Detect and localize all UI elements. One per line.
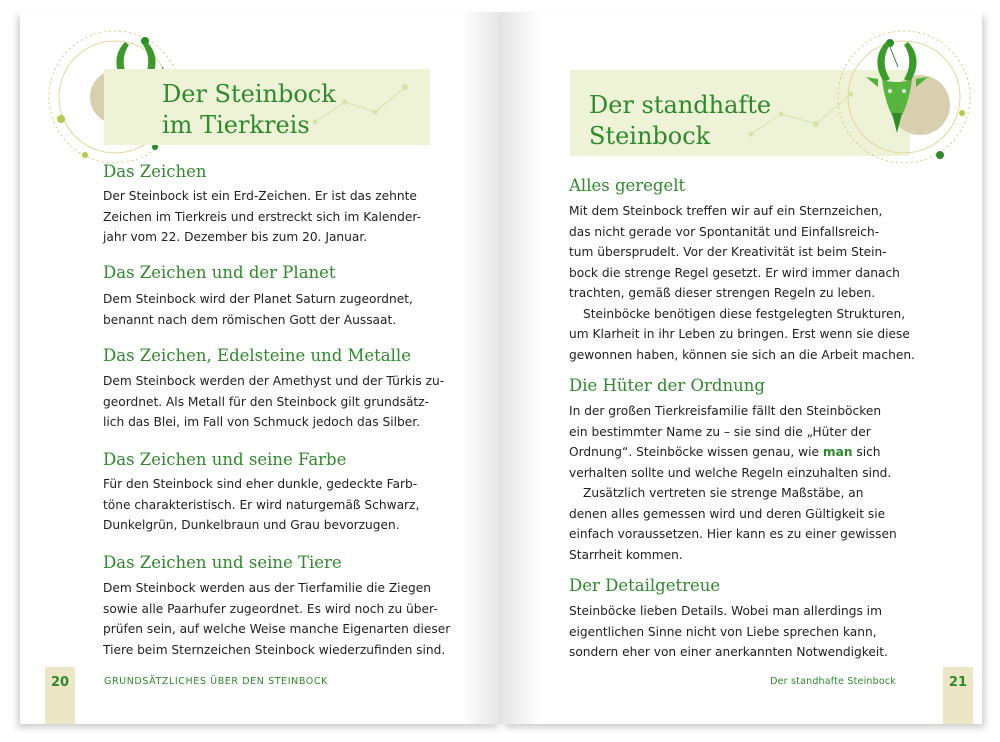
running-head: GRUNDSÄTZLICHES ÜBER DEN STEINBOCK: [104, 676, 328, 687]
text-line: Mit dem Steinbock treffen wir auf ein Sternzeichen,: [569, 204, 883, 218]
section-heading: Das Zeichen und seine Farbe: [103, 450, 347, 469]
section-text: [569, 401, 897, 565]
page-title-right: [589, 90, 771, 152]
text-line: das nicht gerade vor Spontanität und Einfallsreich-: [569, 224, 880, 239]
text-line: verhalten sollte und welche Regeln einzuhalten sind.: [569, 465, 892, 480]
section-text: [103, 474, 419, 536]
text-line: geordnet. Als Metall für den Steinbock gilt grundsätz-: [103, 394, 429, 409]
page-number: 21: [948, 675, 968, 690]
section-heading: Das Zeichen: [103, 162, 207, 181]
highlighted-word: man: [822, 445, 853, 459]
section-text: [103, 289, 413, 330]
right-page: [501, 12, 982, 724]
title-line-2: im Tierkreis: [162, 111, 310, 139]
text-line: Steinböcke lieben Details. Wobei man allerdings im: [569, 604, 882, 618]
title-line-2: Steinbock: [589, 122, 711, 150]
text-line: benannt nach dem römischen Gott der Aussaat.: [103, 312, 397, 327]
text-line: gewonnen haben, können sie sich an die Arbeit machen.: [569, 347, 915, 362]
text-line: denen alles gemessen wird und deren Gültigkeit sie: [569, 506, 886, 521]
text-line: Dem Steinbock werden aus der Tierfamilie die Ziegen: [103, 581, 432, 595]
text-line: tum übersprudelt. Vor der Kreativität ist beim Stein-: [569, 245, 887, 259]
text-line: ein bestimmter Name zu – sie sind die „Hüter der: [569, 424, 871, 439]
section-heading: Das Zeichen und seine Tiere: [103, 553, 342, 572]
text-line: Starrheit kommen.: [569, 547, 683, 562]
text-line: Dem Steinbock wird der Planet Saturn zugeordnet,: [103, 292, 413, 306]
text-line: Zusätzlich vertreten sie strenge Maßstäbe, an: [583, 486, 864, 500]
text-line: um Klarheit in ihr Leben zu bringen. Erst wenn sie diese: [569, 327, 910, 341]
section-heading: Alles geregelt: [569, 176, 686, 195]
book-spread: [20, 12, 982, 724]
running-head: Der standhafte Steinbock: [770, 676, 896, 687]
text-line: Dunkelgrün, Dunkelbraun und Grau bevorzugen.: [103, 518, 400, 532]
text-line: In der großen Tierkreisfamilie fällt den Steinböcken: [569, 404, 882, 418]
text-line: Zeichen im Tierkreis und erstreckt sich im Kalender-: [103, 209, 421, 224]
section-text: [103, 186, 421, 248]
text-line: prüfen sein, auf welche Weise manche Eigenarten dieser: [103, 622, 451, 636]
text-line: Für den Steinbock sind eher dunkle, gedeckte Farb-: [103, 477, 418, 491]
section-heading: Die Hüter der Ordnung: [569, 376, 765, 395]
text-line: eigentlichen Sinne nicht von Liebe sprechen kann,: [569, 624, 877, 639]
section-text: [569, 201, 915, 365]
text-line: jahr vom 22. Dezember bis zum 20. Januar.: [103, 230, 368, 244]
capricorn-ibex-icon: [834, 27, 974, 167]
text-line: töne charakteristisch. Er wird naturgemäß Schwarz,: [103, 497, 420, 512]
text-line: bock die strenge Regel gesetzt. Er wird immer danach: [569, 265, 900, 280]
gutter-shadow-right: [501, 12, 541, 724]
text-line: Tiere beim Sternzeichen Steinbock wiederzufinden sind.: [103, 642, 446, 657]
text-line: Steinböcke benötigen diese festgelegten Strukturen,: [583, 306, 906, 321]
text-line: sowie alle Paarhufer zugeordnet. Es wird noch zu über-: [103, 601, 438, 616]
text-line: lich das Blei, im Fall von Schmuck jedoch das Silber.: [103, 415, 420, 429]
title-line-1: Der Steinbock: [162, 80, 336, 108]
text-line: trachten, gemäß dieser strengen Regeln zu leben.: [569, 286, 876, 300]
section-text: [103, 578, 450, 660]
page-number-box: [943, 667, 973, 724]
section-heading: Das Zeichen, Edelsteine und Metalle: [103, 346, 411, 365]
page-number: 20: [50, 675, 70, 690]
text-line: Dem Steinbock werden der Amethyst und der Türkis zu-: [103, 374, 445, 388]
text-line: sondern eher von einer anerkannten Notwendigkeit.: [569, 645, 888, 659]
title-line-1: Der standhafte: [589, 91, 772, 119]
gutter-shadow-left: [461, 12, 501, 724]
text-line: sich: [852, 445, 881, 459]
text-line: Der Steinbock ist ein Erd-Zeichen. Er ist das zehnte: [103, 189, 417, 203]
text-line: Ordnung“. Steinböcke wissen genau, wie: [569, 445, 823, 459]
page-number-box: [45, 667, 75, 724]
section-text: [103, 371, 444, 433]
page-title-left: [162, 79, 336, 141]
left-page: [20, 12, 501, 724]
section-heading: Der Detailgetreue: [569, 576, 721, 595]
section-heading: Das Zeichen und der Planet: [103, 263, 336, 282]
text-line: einfach voraussetzen. Hier kann es zu einer gewissen: [569, 527, 897, 541]
section-text: [569, 601, 888, 663]
